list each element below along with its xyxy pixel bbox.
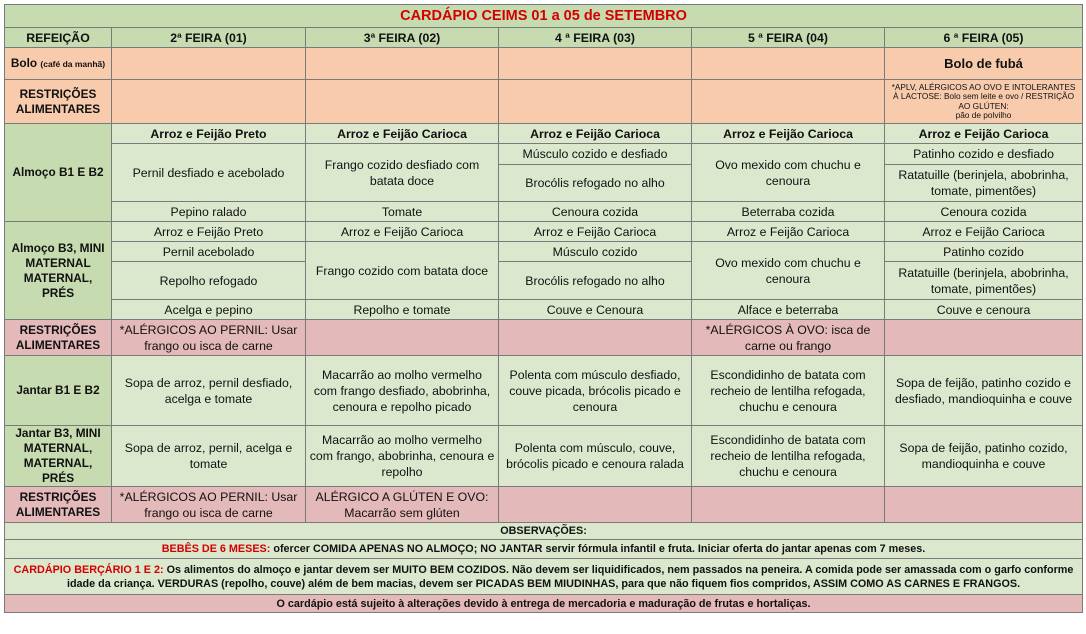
lunch1-main-fri: Patinho cozido e desfiado <box>885 144 1083 165</box>
cell-empty <box>692 48 885 80</box>
restriction-mon: *ALÉRGICOS AO PERNIL: Usar frango ou isca de carne <box>112 320 306 356</box>
obs-line-2-text: Os alimentos do almoço e jantar devem ser MUITO BEM COZIDOS. Não devem ser liquidificados, nem passados na peneira. A comida pode ser amassada com o garfo conforme idade da criança. VERDURAS (repolho, couve) além de bem macias, devem ser PICADAS BEM MIUDINHAS, para que não fiquem fios compridos, ASSIM COMO AS CARNES E FRANGOS. <box>66 563 1074 590</box>
lunch1-side-fri: Ratatuille (berinjela, abobrinha, tomate, pimentões) <box>885 165 1083 202</box>
lunch1-salad: Beterraba cozida <box>692 202 885 222</box>
lunch1-salad: Cenoura cozida <box>885 202 1083 222</box>
cell-empty <box>499 80 692 124</box>
cell-empty <box>499 48 692 80</box>
lunch2-main-fri: Patinho cozido <box>885 242 1083 262</box>
lunch1-beans-row <box>5 124 1083 144</box>
bolo-label: Bolo <box>10 56 38 70</box>
lunch2-main-wed: Músculo cozido <box>499 242 692 262</box>
row-label-dinner1: Jantar B1 E B2 <box>5 356 112 426</box>
row-label-restrictions: RESTRIÇÕES ALIMENTARES <box>5 320 112 356</box>
lunch1-main-mon: Pernil desfiado e acebolado <box>112 144 306 202</box>
header-row <box>5 28 1083 48</box>
dinner2-day: Sopa de feijão, patinho cozido, mandioquinha e couve <box>885 426 1083 487</box>
obs-line-2-row <box>5 559 1083 595</box>
restriction-text: *APLV, ALÉRGICOS AO OVO E INTOLERANTES À LACTOSE: Bolo sem leite e ovo / RESTRIÇÃO AO GLÚTEN: <box>891 81 1076 111</box>
lunch2-side-row <box>5 262 1083 300</box>
lunch2-side-wed: Brocólis refogado no alho <box>499 262 692 300</box>
lunch1-beans: Arroz e Feijão Carioca <box>499 124 692 144</box>
header-day: 2ª FEIRA (01) <box>112 28 306 48</box>
cell-empty <box>692 487 885 523</box>
dinner1-day: Escondidinho de batata com recheio de lentilha refogada, chuchu e cenoura <box>692 356 885 426</box>
restrictions-row-3 <box>5 487 1083 523</box>
dinner2-row <box>5 426 1083 487</box>
cell-empty <box>306 48 499 80</box>
lunch2-main-thu: Ovo mexido com chuchu e cenoura <box>692 242 885 300</box>
lunch2-main-row <box>5 242 1083 262</box>
cell-empty <box>499 487 692 523</box>
obs-line-1-row <box>5 540 1083 559</box>
cell-empty <box>499 320 692 356</box>
lunch2-salad: Acelga e pepino <box>112 300 306 320</box>
row-label-bolo <box>5 48 112 80</box>
lunch2-side-mon: Repolho refogado <box>112 262 306 300</box>
obs-line-3: O cardápio está sujeito à alterações devido à entrega de mercadoria e maduração de frutas e hortaliças. <box>5 595 1083 613</box>
obs-title: OBSERVAÇÕES: <box>5 523 1083 540</box>
restrictions-row-1 <box>5 80 1083 124</box>
lunch1-salad-row <box>5 202 1083 222</box>
lunch2-main-tue: Frango cozido com batata doce <box>306 242 499 300</box>
row-label-restrictions: RESTRIÇÕES ALIMENTARES <box>5 487 112 523</box>
cell-empty <box>306 80 499 124</box>
restrictions-friday <box>885 80 1083 124</box>
lunch1-main-thu: Ovo mexido com chuchu e cenoura <box>692 144 885 202</box>
bolo-row <box>5 48 1083 80</box>
lunch2-beans: Arroz e Feijão Carioca <box>306 222 499 242</box>
obs-line-3-row <box>5 595 1083 613</box>
header-meal: REFEIÇÃO <box>5 28 112 48</box>
lunch2-salad: Couve e cenoura <box>885 300 1083 320</box>
lunch1-main-tue: Frango cozido desfiado com batata doce <box>306 144 499 202</box>
dinner2-day: Polenta com músculo, couve, brócolis picado e cenoura ralada <box>499 426 692 487</box>
header-day: 6 ª FEIRA (05) <box>885 28 1083 48</box>
lunch1-salad: Cenoura cozida <box>499 202 692 222</box>
lunch2-beans-row <box>5 222 1083 242</box>
lunch1-beans: Arroz e Feijão Carioca <box>692 124 885 144</box>
lunch2-beans: Arroz e Feijão Carioca <box>885 222 1083 242</box>
lunch1-main-wed: Músculo cozido e desfiado <box>499 144 692 165</box>
header-day: 5 ª FEIRA (04) <box>692 28 885 48</box>
bolo-friday: Bolo de fubá <box>885 48 1083 80</box>
menu-sheet <box>4 4 1082 613</box>
lunch2-salad-row <box>5 300 1083 320</box>
dinner2-day: Macarrão ao molho vermelho com frango, abobrinha, cenoura e repolho <box>306 426 499 487</box>
obs-title-row <box>5 523 1083 540</box>
lunch2-side-fri: Ratatuille (berinjela, abobrinha, tomate, pimentões) <box>885 262 1083 300</box>
row-label-dinner2: Jantar B3, MINI MATERNAL, MATERNAL, PRÉS <box>5 426 112 487</box>
cell-empty <box>885 487 1083 523</box>
restriction-mon: *ALÉRGICOS AO PERNIL: Usar frango ou isca de carne <box>112 487 306 523</box>
obs-line-1-highlight: BEBÊS DE 6 MESES: <box>161 543 271 555</box>
dinner2-day: Escondidinho de batata com recheio de lentilha refogada, chuchu e cenoura <box>692 426 885 487</box>
lunch2-salad: Couve e Cenoura <box>499 300 692 320</box>
obs-line-1-text: ofercer COMIDA APENAS NO ALMOÇO; NO JANTAR servir fórmula infantil e fruta. Iniciar oferta do jantar apenas com 7 meses. <box>270 543 926 555</box>
lunch1-main-row <box>5 144 1083 165</box>
row-label-lunch1: Almoço B1 E B2 <box>5 124 112 222</box>
lunch2-beans: Arroz e Feijão Carioca <box>499 222 692 242</box>
lunch2-salad: Alface e beterraba <box>692 300 885 320</box>
lunch2-beans: Arroz e Feijão Preto <box>112 222 306 242</box>
lunch1-salad: Pepino ralado <box>112 202 306 222</box>
bolo-label-note: (café da manhã) <box>40 59 106 69</box>
row-label-restrictions: RESTRIÇÕES ALIMENTARES <box>5 80 112 124</box>
restriction-thu: *ALÉRGICOS À OVO: isca de carne ou frango <box>692 320 885 356</box>
cell-empty <box>112 80 306 124</box>
dinner1-day: Macarrão ao molho vermelho com frango desfiado, abobrinha, cenoura e repolho picado <box>306 356 499 426</box>
page-title: CARDÁPIO CEIMS 01 a 05 de SETEMBRO <box>5 5 1083 28</box>
lunch1-side-wed: Brocólis refogado no alho <box>499 165 692 202</box>
dinner1-day: Polenta com músculo desfiado, couve picada, brócolis picado e cenoura <box>499 356 692 426</box>
lunch2-salad: Repolho e tomate <box>306 300 499 320</box>
cell-empty <box>306 320 499 356</box>
header-day: 4 ª FEIRA (03) <box>499 28 692 48</box>
lunch1-beans: Arroz e Feijão Carioca <box>885 124 1083 144</box>
row-label-lunch2: Almoço B3, MINI MATERNAL MATERNAL, PRÉS <box>5 222 112 320</box>
restriction-tue: ALÉRGICO A GLÚTEN E OVO: Macarrão sem glúten <box>306 487 499 523</box>
restrictions-row-2 <box>5 320 1083 356</box>
lunch2-main-mon: Pernil acebolado <box>112 242 306 262</box>
lunch1-salad: Tomate <box>306 202 499 222</box>
cell-empty <box>112 48 306 80</box>
lunch2-beans: Arroz e Feijão Carioca <box>692 222 885 242</box>
lunch1-beans: Arroz e Feijão Preto <box>112 124 306 144</box>
restriction-text-2: pão de polvilho <box>955 110 1012 120</box>
lunch1-beans: Arroz e Feijão Carioca <box>306 124 499 144</box>
dinner1-day: Sopa de arroz, pernil desfiado, acelga e tomate <box>112 356 306 426</box>
obs-line-2-highlight: CARDÁPIO BERÇÁRIO 1 E 2: <box>13 563 164 576</box>
header-day: 3ª FEIRA (02) <box>306 28 499 48</box>
dinner1-row <box>5 356 1083 426</box>
dinner2-day: Sopa de arroz, pernil, acelga e tomate <box>112 426 306 487</box>
obs-line-2 <box>5 559 1083 595</box>
obs-line-1 <box>5 540 1083 559</box>
dinner1-day: Sopa de feijão, patinho cozido e desfiado, mandioquinha e couve <box>885 356 1083 426</box>
cell-empty <box>885 320 1083 356</box>
menu-table <box>4 4 1083 613</box>
cell-empty <box>692 80 885 124</box>
